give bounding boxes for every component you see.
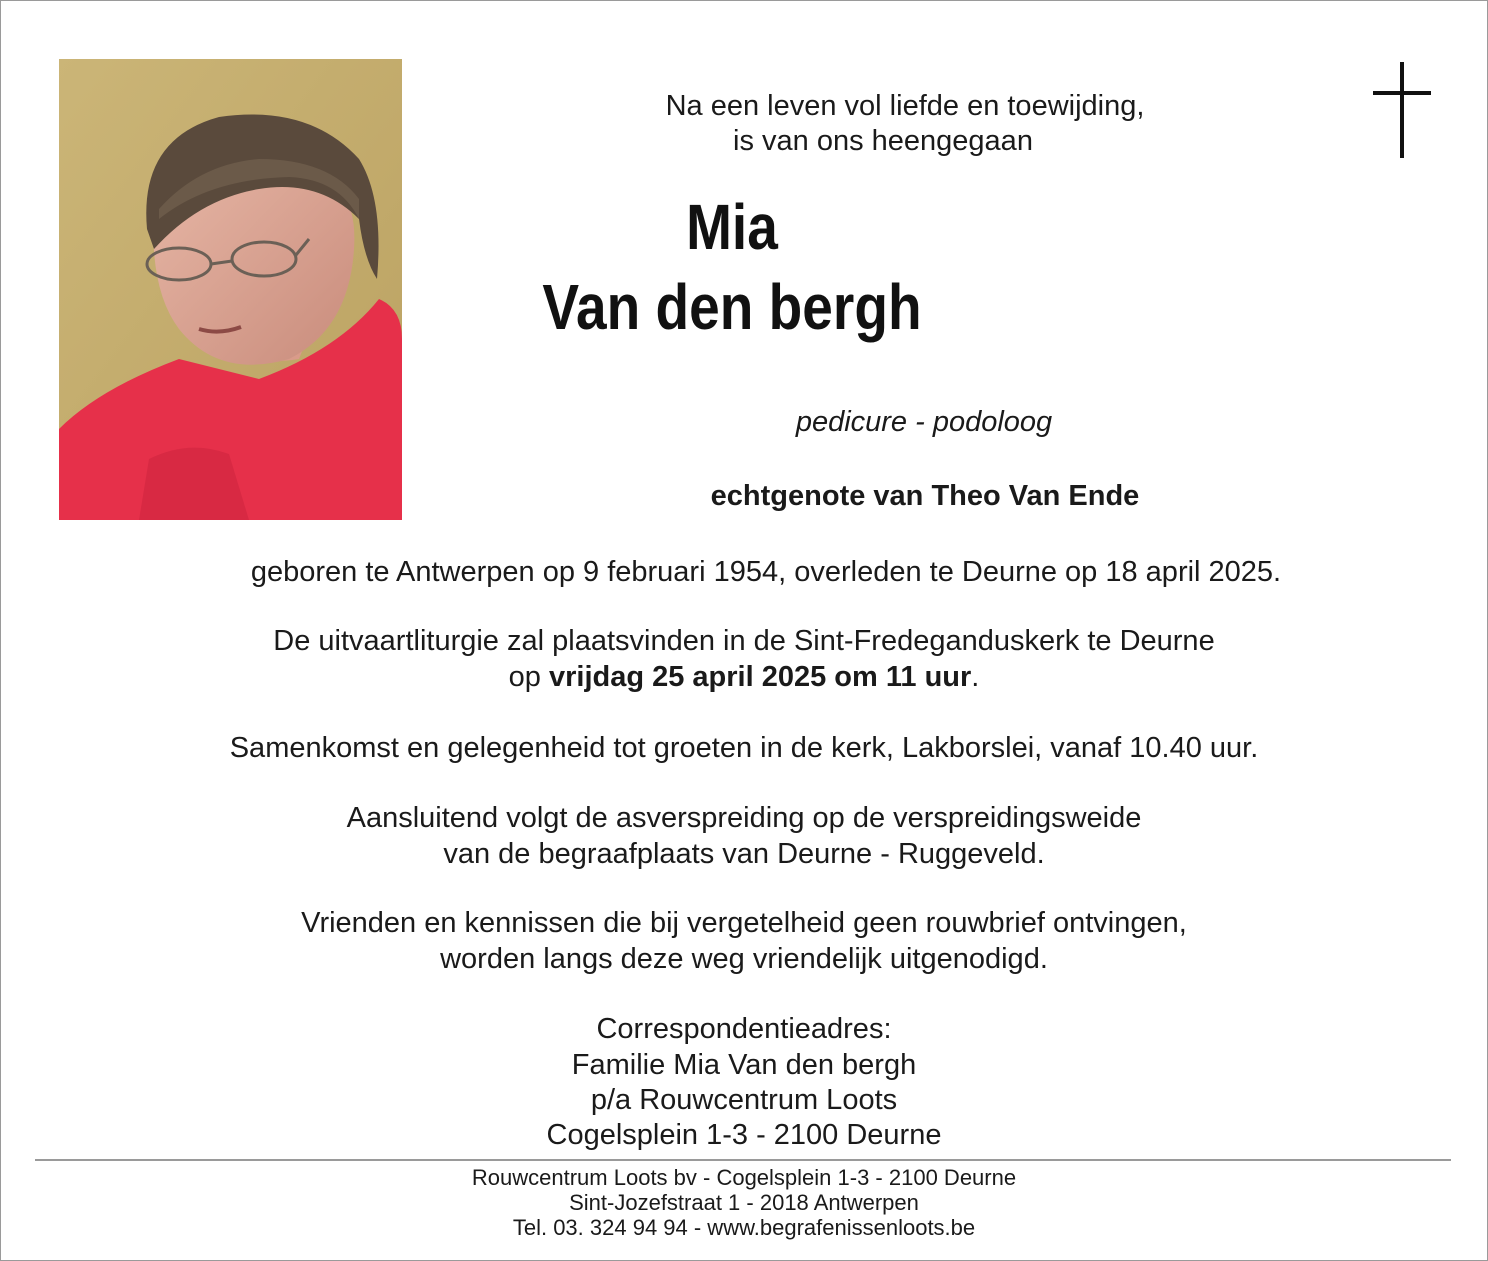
- intro-line-1: Na een leven vol liefde en toewijding,: [665, 90, 1145, 122]
- spouse-line: echtgenote van Theo Van Ende: [710, 480, 1140, 512]
- scattering-line-1: Aansluitend volgt de asverspreiding op de verspreidingsweide: [346, 802, 1142, 834]
- birth-death-line: geboren te Antwerpen op 9 februari 1954, overleden te Deurne op 18 april 2025.: [250, 556, 1282, 588]
- funeral-datetime: vrijdag 25 april 2025 om 11 uur: [548, 661, 972, 693]
- correspondence-heading: Correspondentieadres:: [596, 1013, 892, 1045]
- invitation-line-2: worden langs deze weg vriendelijk uitgenodigd.: [440, 943, 1048, 975]
- funeral-line-1: De uitvaartliturgie zal plaatsvinden in de Sint-Fredeganduskerk te Deurne: [273, 625, 1215, 657]
- profession: pedicure - podoloog: [795, 406, 1053, 438]
- correspondence-line-2: p/a Rouwcentrum Loots: [590, 1084, 898, 1116]
- scattering-line-2: van de begraafplaats van Deurne - Ruggeveld.: [443, 838, 1045, 870]
- intro-line-2: is van ons heengegaan: [733, 125, 1033, 157]
- last-name: Van den bergh: [542, 271, 922, 343]
- gathering-line: Samenkomst en gelegenheid tot groeten in de kerk, Lakborslei, vanaf 10.40 uur.: [229, 732, 1259, 764]
- correspondence-line-1: Familie Mia Van den bergh: [571, 1049, 917, 1081]
- footer-line-3: Tel. 03. 324 94 94 - www.begrafenissenloots.be: [512, 1215, 976, 1240]
- first-name: Mia: [686, 191, 778, 263]
- footer-line-1: Rouwcentrum Loots bv - Cogelsplein 1-3 - 2100 Deurne: [471, 1165, 1017, 1190]
- correspondence-line-3: Cogelsplein 1-3 - 2100 Deurne: [546, 1119, 942, 1151]
- footer-divider: [35, 1159, 1451, 1161]
- invitation-line-1: Vrienden en kennissen die bij vergetelheid geen rouwbrief ontvingen,: [301, 907, 1187, 939]
- footer-line-2: Sint-Jozefstraat 1 - 2018 Antwerpen: [569, 1190, 919, 1215]
- funeral-line-2: op vrijdag 25 april 2025 om 11 uur.: [508, 661, 980, 693]
